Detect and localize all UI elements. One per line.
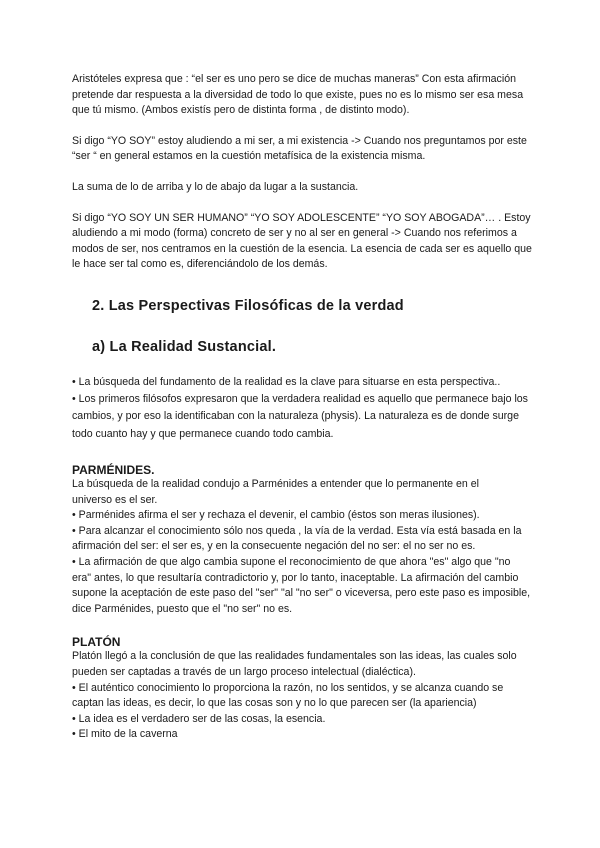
parmenides-bullet-3: • La afirmación de que algo cambia supone el reconocimiento de que ahora "es" algo que "no era" antes, lo que resultaría contradictorio y, por lo tanto, inaceptable. La afirmación del cambio supone la aceptación de este paso del "ser" "al "no ser" o viceversa, pero este paso es imposible, dice Parménides, puesto que el "no ser" no es.: [72, 556, 531, 615]
document-page: [72, 72, 532, 743]
realidad-bullet-1: • La búsqueda del fundamento de la realidad es la clave para situarse en esta perspectiva..: [72, 375, 501, 388]
intro-paragraph-4: Si digo “YO SOY UN SER HUMANO” “YO SOY ADOLESCENTE” “YO SOY ABOGADA”… . Estoy aludiendo a mi modo (forma) concreto de ser y no al ser en general -> Cuando nos referimos a modos de ser, nos centramos en la cuestión de la esencia. La esencia de cada ser es aquello que le hace ser tal como es, diferenciándolo de los demás.: [72, 211, 532, 271]
platon-heading: PLATÓN: [72, 635, 121, 650]
realidad-bullet-2: • Los primeros filósofos expresaron que la verdadera realidad es aquello que permanece bajo los cambios, y por eso la identificaban con la naturaleza (physis). La naturaleza es de donde surge todo cuanto hay y que permanece cuando todo cambia.: [72, 392, 528, 440]
section-heading: 2. Las Perspectivas Filosóficas de la verdad: [92, 297, 404, 314]
parmenides-bullet-2: • Para alcanzar el conocimiento sólo nos queda , la vía de la verdad. Esta vía está basada en la afirmación del ser: el ser es, y en la consecuente negación del no ser: el no ser no es.: [72, 524, 522, 553]
platon-bullet-2: • La idea es el verdadero ser de las cosas, la esencia.: [72, 712, 326, 725]
platon-bullet-1: • El auténtico conocimiento lo proporciona la razón, no los sentidos, y se alcanza cuando se captan las ideas, es decir, lo que las cosas son y no lo que parecen ser (la apariencia): [72, 681, 504, 710]
parmenides-bullet-1: • Parménides afirma el ser y rechaza el devenir, el cambio (éstos son meras ilusiones).: [72, 509, 480, 522]
parmenides-heading: PARMÉNIDES.: [72, 463, 155, 478]
platon-intro: Platón llegó a la conclusión de que las realidades fundamentales son las ideas, las cuales solo pueden ser captadas a través de un largo proceso intelectual (dialéctica).: [72, 650, 517, 678]
subsection-heading: a) La Realidad Sustancial.: [92, 338, 277, 355]
intro-paragraph-2: Si digo “YO SOY” estoy aludiendo a mi ser, a mi existencia -> Cuando nos preguntamos por este “ser “ en general estamos en la cuestión metafísica de la existencia misma.: [72, 134, 527, 163]
parmenides-intro: La búsqueda de la realidad condujo a Parménides a entender que lo permanente en el universo es el ser.: [72, 478, 479, 506]
intro-paragraph-1: Aristóteles expresa que : “el ser es uno pero se dice de muchas maneras” Con esta afirmación pretende dar respuesta a la diversidad de todo lo que existe, pues no es lo mismo ser esa mesa que tú mismo. (Ambos existís pero de distinta forma , de distinto modo).: [72, 73, 524, 117]
platon-bullet-3: • El mito de la caverna: [72, 728, 178, 741]
intro-paragraph-3: La suma de lo de arriba y lo de abajo da lugar a la sustancia.: [72, 180, 359, 193]
